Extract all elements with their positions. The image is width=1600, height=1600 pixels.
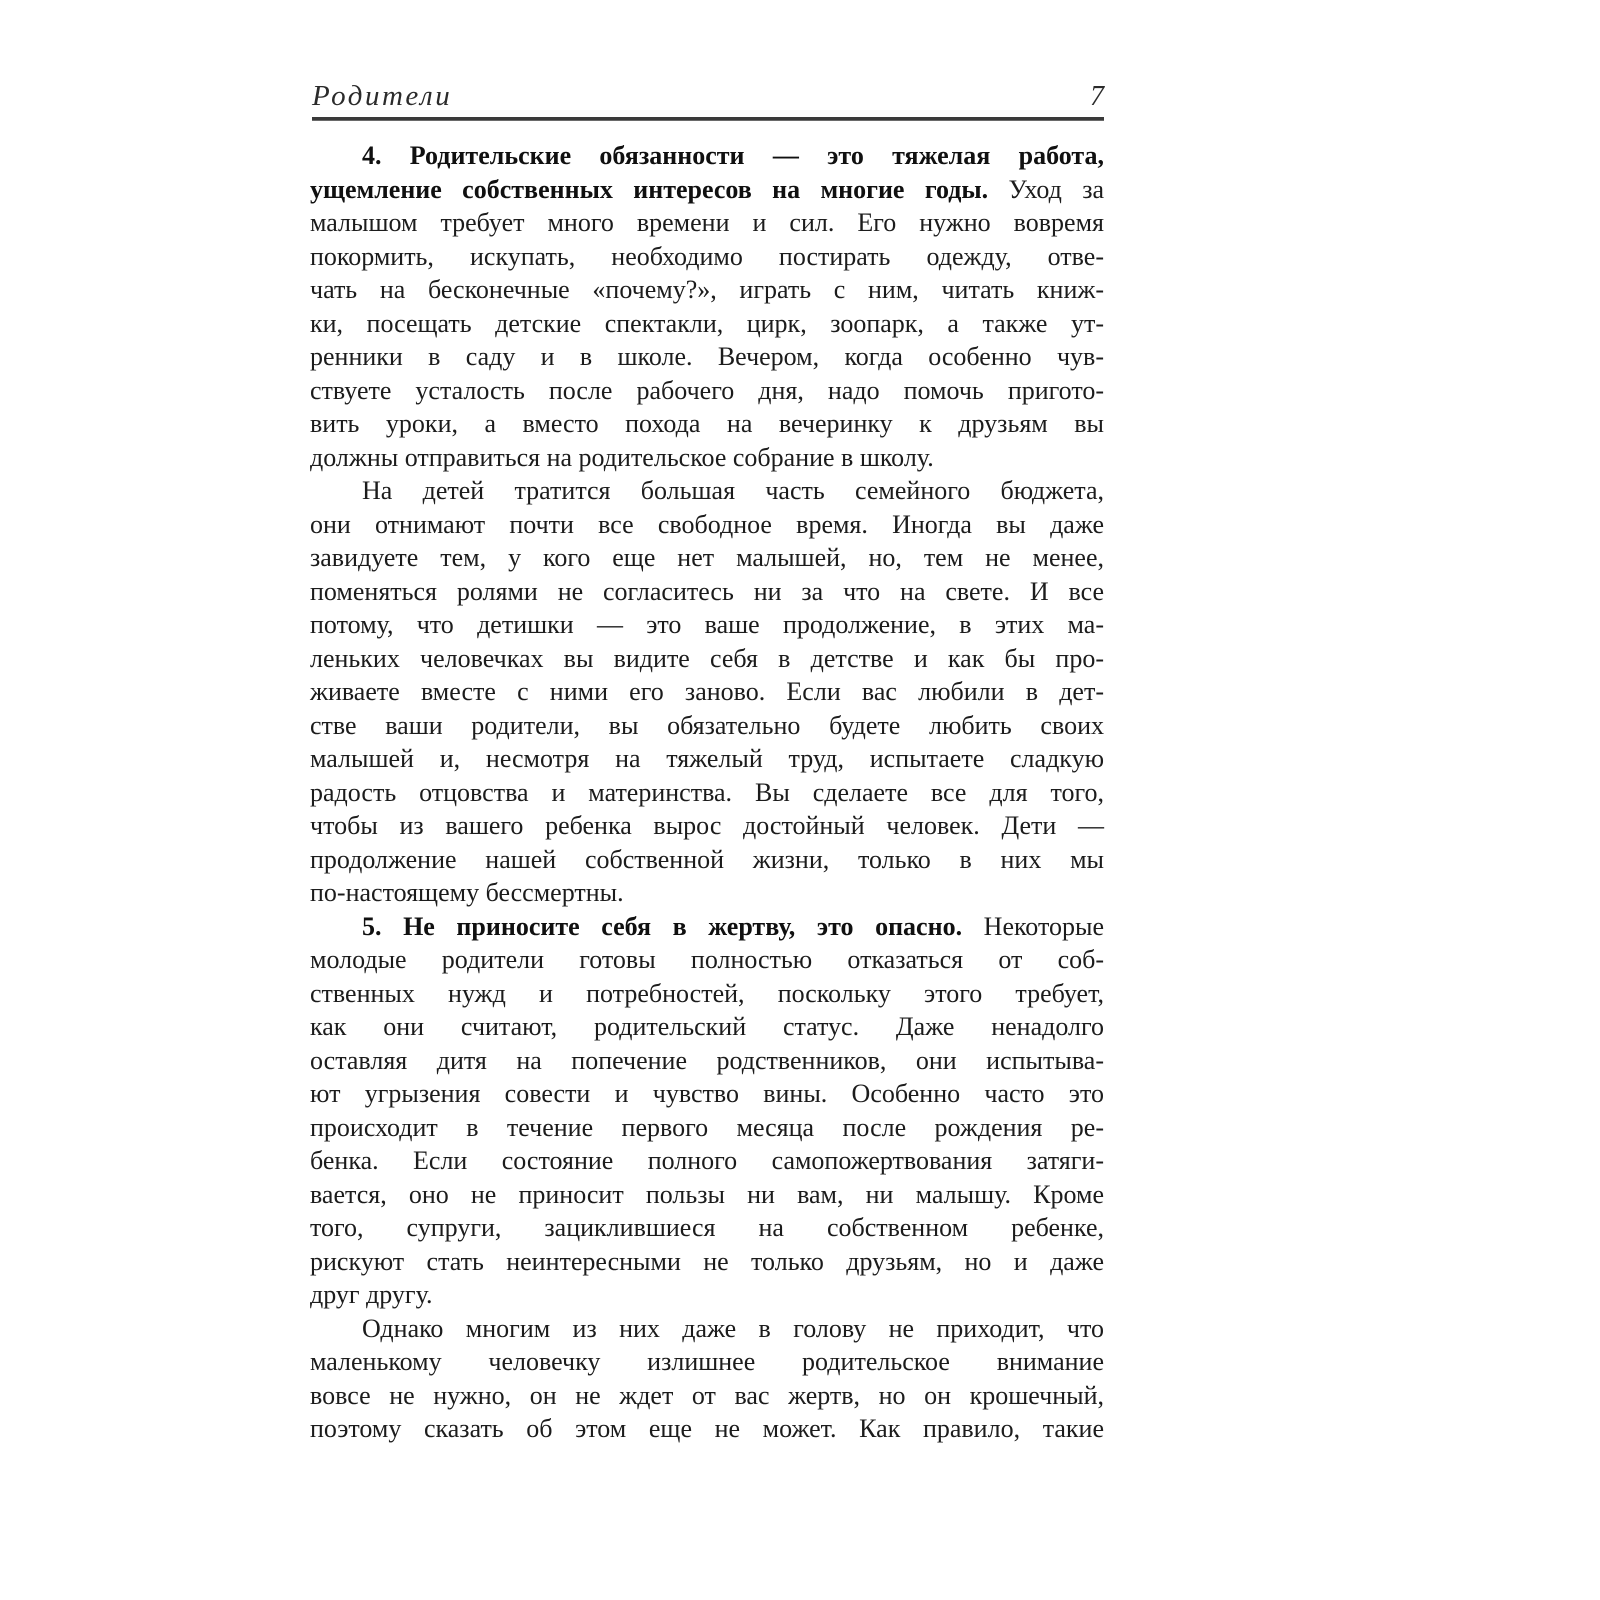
text-run: вовсе не нужно, он не ждет от вас жертв, но он крошечный,: [310, 1380, 1104, 1410]
text-line: [310, 240, 1104, 274]
text-line: [310, 1111, 1104, 1145]
bold-run: 5. Не приносите себя в жертву, это опасно.: [362, 911, 963, 941]
text-line: [310, 776, 1104, 810]
text-run: ственных нужд и потребностей, поскольку этого требует,: [310, 978, 1104, 1008]
text-run: завидуете тем, у кого еще нет малышей, но, тем не менее,: [310, 543, 1104, 572]
text-run: На детей тратится большая часть семейного бюджета,: [362, 476, 1104, 505]
page-number: 7: [1090, 81, 1104, 112]
text-line: [310, 206, 1104, 240]
text-run: ки, посещать детские спектакли, цирк, зоопарк, а также ут-: [310, 308, 1104, 338]
text-run: бенка. Если состояние полного самопожертвования затяги-: [310, 1146, 1104, 1175]
text-line: [310, 541, 1104, 575]
text-line: [310, 173, 1104, 207]
text-line: [310, 1077, 1104, 1111]
text-line: [310, 910, 1104, 944]
text-line: [310, 1345, 1104, 1379]
running-title: Родители: [312, 80, 453, 112]
text-line: [310, 1379, 1104, 1413]
text-run: чтобы из вашего ребенка вырос достойный человек. Дети —: [310, 811, 1104, 840]
text-line: [310, 809, 1104, 843]
bold-run: 4. Родительские обязанности — это тяжелая работа,: [362, 141, 1104, 170]
paragraph: [310, 910, 1104, 1312]
text-line: [310, 139, 1104, 173]
text-run: вить уроки, а вместо похода на вечеринку к друзьям вы: [310, 409, 1104, 438]
text-run: они отнимают почти все свободное время. Иногда вы даже: [310, 509, 1104, 539]
paragraph: [310, 474, 1104, 910]
text-run: покормить, искупать, необходимо постирать одежду, отве-: [310, 241, 1104, 271]
text-run: стве ваши родители, вы обязательно будете любить своих: [310, 710, 1104, 740]
text-run: живаете вместе с ними его заново. Если вас любили в дет-: [310, 677, 1104, 706]
text-line: [310, 876, 1104, 910]
text-run: того, супруги, зациклившиеся на собственном ребенке,: [310, 1213, 1104, 1242]
text-line: [310, 1044, 1104, 1078]
text-line: [310, 1312, 1104, 1346]
text-run: происходит в течение первого месяца после рождения ре-: [310, 1112, 1104, 1142]
text-line: [310, 675, 1104, 709]
text-line: [310, 1144, 1104, 1178]
text-run: маленькому человечку излишнее родительское внимание: [310, 1347, 1104, 1376]
text-line: [310, 943, 1104, 977]
running-head: [312, 80, 1104, 113]
text-run: поэтому сказать об этом еще не может. Как правило, такие: [310, 1414, 1104, 1443]
text-run: ренники в саду и в школе. Вечером, когда особенно чув-: [310, 342, 1104, 371]
text-run: поменяться ролями не согласитесь ни за что на свете. И все: [310, 576, 1104, 606]
text-line: [310, 977, 1104, 1011]
text-line: [310, 1278, 1104, 1312]
text-line: [310, 709, 1104, 743]
text-run: должны отправиться на родительское собрание в школу.: [310, 442, 934, 472]
text-line: [310, 441, 1104, 475]
text-run: Уход за: [988, 174, 1105, 204]
text-run: рискуют стать неинтересными не только друзьям, но и даже: [310, 1246, 1104, 1276]
text-run: ствуете усталость после рабочего дня, надо помочь пригото-: [310, 375, 1104, 405]
text-line: [310, 307, 1104, 341]
text-line: [310, 1245, 1104, 1279]
text-line: [310, 742, 1104, 776]
header-rule: [312, 117, 1104, 121]
text-run: малышей и, несмотря на тяжелый труд, испытаете сладкую: [310, 744, 1104, 773]
text-line: [310, 273, 1104, 307]
text-run: Некоторые: [962, 911, 1104, 941]
text-run: как они считают, родительский статус. Даже ненадолго: [310, 1012, 1104, 1041]
text-line: [310, 642, 1104, 676]
text-line: [310, 1211, 1104, 1245]
text-run: радость отцовства и материнства. Вы сделаете все для того,: [310, 777, 1104, 807]
text-line: [310, 374, 1104, 408]
text-line: [310, 608, 1104, 642]
text-line: [310, 407, 1104, 441]
text-run: оставляя дитя на попечение родственников, они испытыва-: [310, 1045, 1104, 1075]
text-line: [310, 575, 1104, 609]
text-run: вается, оно не приносит пользы ни вам, ни малышу. Кроме: [310, 1179, 1104, 1209]
page-body: [310, 139, 1104, 1446]
text-run: Однако многим из них даже в голову не приходит, что: [362, 1313, 1104, 1343]
text-run: ют угрызения совести и чувство вины. Особенно часто это: [310, 1079, 1104, 1108]
text-run: друг другу.: [310, 1280, 433, 1309]
text-line: [310, 508, 1104, 542]
bold-run: ущемление собственных интересов на многие годы.: [310, 174, 989, 204]
paragraph: [310, 1312, 1104, 1446]
text-run: потому, что детишки — это ваше продолжение, в этих ма-: [310, 610, 1104, 639]
text-line: [310, 843, 1104, 877]
text-run: малышом требует много времени и сил. Его нужно вовремя: [310, 208, 1104, 237]
text-line: [310, 474, 1104, 508]
text-run: леньких человечках вы видите себя в детстве и как бы про-: [310, 643, 1104, 673]
text-line: [310, 1412, 1104, 1446]
text-line: [310, 340, 1104, 374]
text-run: молодые родители готовы полностью отказаться от соб-: [310, 945, 1104, 974]
text-line: [310, 1178, 1104, 1212]
text-run: по-настоящему бессмертны.: [310, 878, 624, 907]
text-run: чать на бесконечные «почему?», играть с ним, читать книж-: [310, 275, 1104, 304]
text-line: [310, 1010, 1104, 1044]
paragraph: [310, 139, 1104, 474]
text-run: продолжение нашей собственной жизни, только в них мы: [310, 844, 1104, 874]
